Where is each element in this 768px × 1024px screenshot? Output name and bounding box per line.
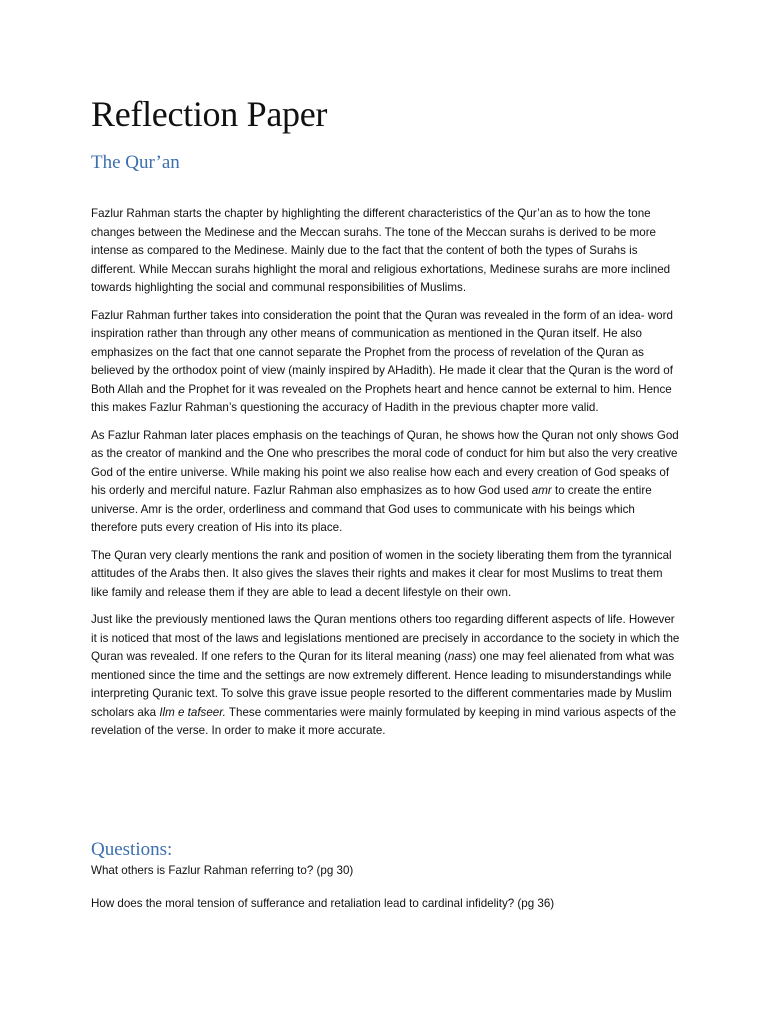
- question-2: How does the moral tension of sufferance and retaliation lead to cardinal infidelity? (pg 36): [91, 896, 555, 910]
- section-heading-quran: The Qur’an: [91, 152, 180, 173]
- paragraph-5-text-b: ) one may feel alienated from what was mentioned since the time and the settings are now extremely different. Hence leading to misunderstandings while interpreting Quranic text. To solve this grave issue people resorted to the different commentaries made by Muslim scholars aka: [91, 650, 675, 719]
- term-amr: amr: [531, 484, 552, 497]
- paragraph-4: The Quran very clearly mentions the rank and position of women in the society liberating them from the tyrannical attitudes of the Arabs then. It also gives the slaves their rights and makes it clear for most Muslims to treat them like family and release them if they are able to lead a decent lifestyle on their own.: [91, 548, 672, 599]
- term-nass: nass: [448, 650, 473, 663]
- paragraph-3: [91, 427, 681, 538]
- paragraph-3-text-b: to create the entire universe. Amr is the order, orderliness and command that God uses to communicate with his beings which therefore puts every creation of His into its place.: [91, 484, 652, 534]
- paragraph-5: [91, 611, 681, 741]
- term-ilm-e-tafseer: Ilm e tafseer.: [159, 705, 226, 719]
- paragraph-3-text-a: As Fazlur Rahman later places emphasis on the teachings of Quran, he shows how the Quran not only shows God as the creator of mankind and the One who prescribes the moral code of conduct for him but also the very creative God of the entire universe. While making his point we also realise how each and every creation of God speaks of his orderly and merciful nature. Fazlur Rahman also emphasizes as to how God used: [91, 428, 679, 497]
- questions-list: [91, 862, 681, 927]
- paragraph-5-text-c: These commentaries were mainly formulated by keeping in mind various aspects of the revelation of the verse. In order to make it more accurate.: [91, 705, 677, 737]
- question-1: What others is Fazlur Rahman referring to? (pg 30): [91, 864, 354, 877]
- paragraph-2: Fazlur Rahman further takes into consideration the point that the Quran was revealed in the form of an idea- word inspiration rather than through any other means of communication as mentioned in the Quran itself. He also emphasizes on the fact that one cannot separate the Prophet from the process of revelation of the Quran as believed by the orthodox point of view (mainly inspired by AHadith). He made it clear that the Quran is the word of Both Allah and the Prophet for it was revealed on the Prophets heart and hence cannot be external to him. Hence this makes Fazlur Rahman’s questioning the accuracy of Hadith in the previous chapter more valid.: [91, 308, 673, 414]
- paragraph-1: Fazlur Rahman starts the chapter by highlighting the different characteristics of the Qur’an as to how the tone changes between the Medinese and the Meccan surahs. The tone of the Meccan surahs is derived to be more intense as compared to the Medinese. Mainly due to the fact that the content of both the types of Surahs is different. While Meccan surahs highlight the moral and religious exhortations, Medinese surahs are more inclined towards highlighting the social and communal responsibilities of Muslims.: [91, 207, 671, 294]
- document-title: Reflection Paper: [91, 94, 328, 134]
- paragraph-5-text-a: Just like the previously mentioned laws the Quran mentions others too regarding different aspects of life. However it is noticed that most of the laws and legislations mentioned are precisely in accordance to the society in which the Quran was revealed. If one refers to the Quran for its literal meaning (: [91, 613, 680, 663]
- body-text: [91, 205, 681, 750]
- section-heading-questions: Questions:: [91, 839, 173, 860]
